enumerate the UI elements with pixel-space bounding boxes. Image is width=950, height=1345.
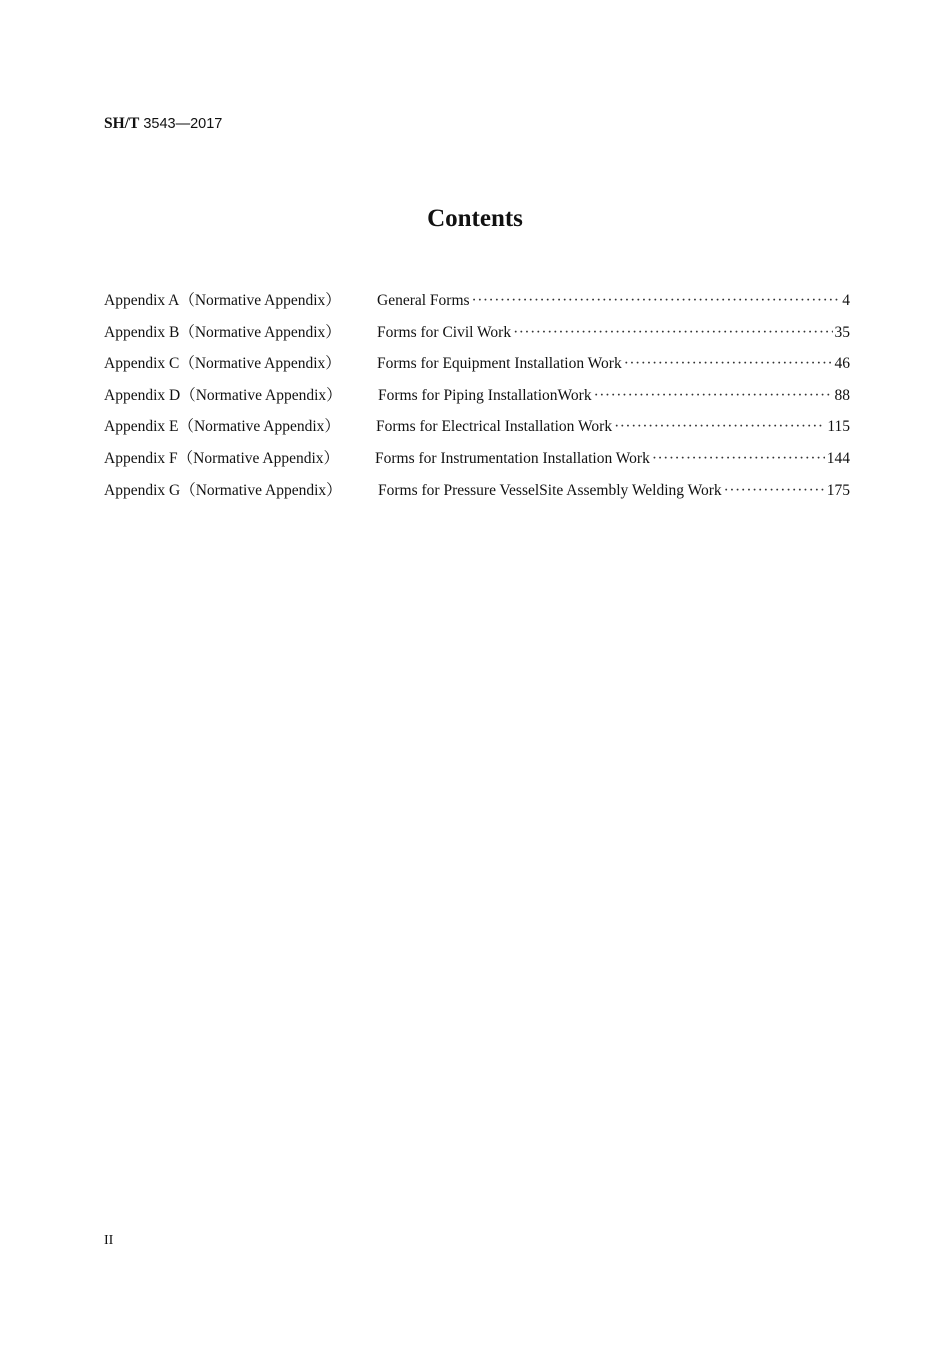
toc-entry-label: Appendix C（Normative Appendix） [104,355,341,373]
toc-entry-title [377,351,850,377]
toc-entry-label: Appendix E（Normative Appendix） [104,418,340,436]
toc-entry-label: Appendix A（Normative Appendix） [104,292,341,309]
toc-entry-title [377,320,850,346]
document-header [104,115,222,133]
toc-leader-dots [624,351,833,377]
toc-entry-title [378,383,850,409]
toc-entry[interactable] [104,383,850,415]
toc-entry-title [378,478,850,504]
standard-number: 3543—2017 [143,116,223,132]
toc-leader-dots [724,478,825,504]
toc-entry[interactable] [104,478,850,510]
table-of-contents [104,288,850,509]
toc-entry-page: 4 [842,292,850,309]
toc-entry-name: Forms for Piping InstallationWork [378,386,592,404]
toc-entry[interactable] [104,320,850,352]
toc-entry[interactable] [104,446,850,478]
toc-entry-label: Appendix F（Normative Appendix） [104,449,340,467]
toc-entry-name: Forms for Instrumentation Installation Work [375,449,650,467]
toc-entry-page: 46 [834,355,850,373]
toc-entry-label: Appendix G（Normative Appendix） [104,481,342,499]
page-number: II [104,1233,114,1248]
toc-entry-title [375,446,850,472]
toc-entry[interactable] [104,414,850,446]
toc-entry-page: 88 [834,386,850,404]
toc-entry-name: Forms for Electrical Installation Work [376,418,613,436]
toc-entry-name: Forms for Pressure VesselSite Assembly Welding Work [378,481,722,499]
toc-entry-page: 115 [827,418,850,436]
toc-entry-name: Forms for Equipment Installation Work [377,355,622,373]
toc-entry-label: Appendix D（Normative Appendix） [104,386,342,404]
toc-entry[interactable] [104,351,850,383]
toc-entry-title [377,288,850,314]
toc-entry-label: Appendix B（Normative Appendix） [104,323,341,341]
toc-entry-page: 144 [826,449,850,467]
toc-leader-dots [652,446,825,472]
standard-code: SH/T [104,115,140,132]
toc-entry[interactable] [104,288,850,320]
toc-leader-dots [614,414,825,440]
toc-leader-dots [472,288,841,314]
toc-entry-title [376,414,850,440]
toc-leader-dots [513,320,832,346]
toc-entry-page: 35 [834,323,850,341]
page-title: Contents [427,205,523,232]
toc-entry-name: General Forms [377,292,470,309]
toc-entry-name: Forms for Civil Work [377,323,512,341]
toc-entry-page: 175 [826,481,850,499]
toc-leader-dots [594,383,833,409]
